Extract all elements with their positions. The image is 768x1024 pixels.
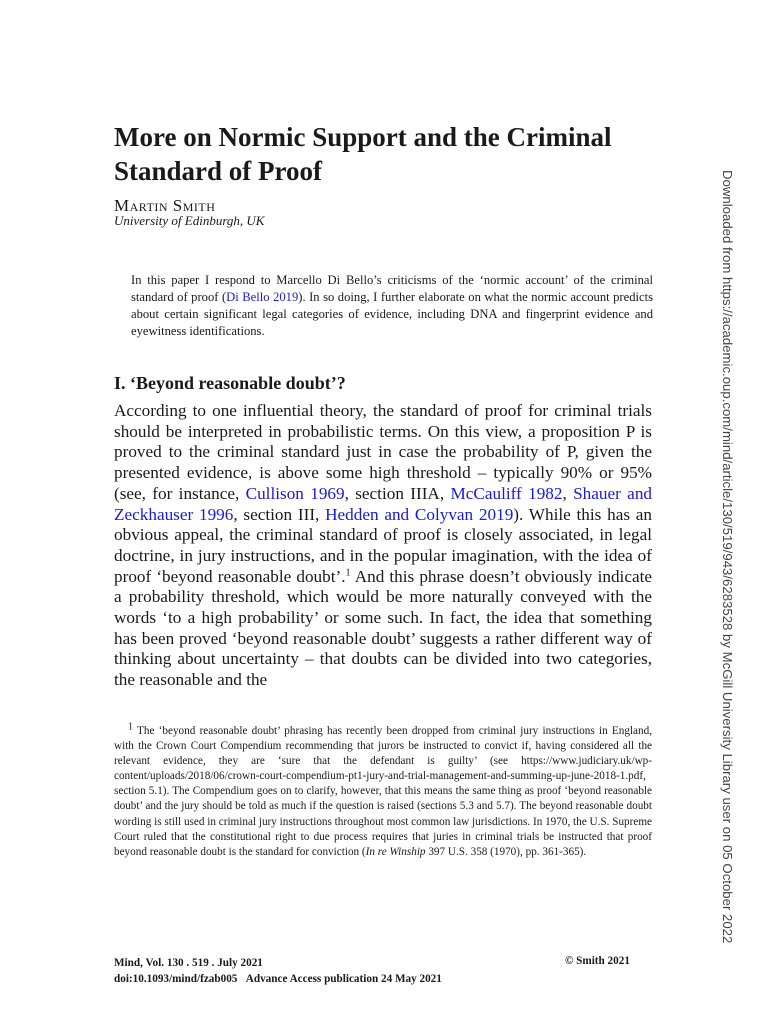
- author-affiliation: University of Edinburgh, UK: [114, 213, 265, 228]
- body-text: , section IIIA,: [344, 483, 451, 503]
- citation-link[interactable]: McCauliff 1982: [450, 483, 563, 503]
- footnote-marker[interactable]: 1: [345, 566, 351, 578]
- section-heading: I. ‘Beyond reasonable doubt’?: [114, 373, 346, 393]
- case-name: In re Winship: [365, 845, 426, 858]
- abstract-text: ). In so doing, I further elaborate on what the normic account predicts about certain significant legal categories of evidence, including DNA and fingerprint evidence and eyewitness identifications.: [131, 290, 653, 338]
- journal-footer: [114, 955, 442, 987]
- footnote-text: 397 U.S. 358 (1970), pp. 361-365).: [425, 845, 587, 858]
- advance-access: Advance Access publication 24 May 2021: [245, 973, 442, 985]
- citation-link[interactable]: Cullison 1969: [245, 483, 345, 503]
- citation-link[interactable]: Shauer and Zeckhauser 1996: [114, 483, 653, 524]
- download-watermark: Downloaded from https://academic.oup.com/mind/article/130/519/943/6283528 by McGill University Library user on 05 October 2022: [720, 170, 735, 944]
- body-paragraph: [114, 401, 652, 691]
- abstract: [131, 272, 653, 340]
- doi: doi:10.1093/mind/fzab005: [114, 973, 238, 985]
- author-name: Martin Smith: [114, 196, 216, 215]
- footnote: [114, 721, 652, 860]
- footnote-number: 1: [128, 721, 133, 733]
- body-text: And this phrase doesn’t obviously indicate a probability threshold, which would be more naturally conveyed with the words ‘to a high probability’ or some such. In fact, the idea that something has been proved ‘beyond reasonable doubt’ suggests a rather different way of thinking about uncertainty – that doubts can be divided into two categories, the reasonable and the: [114, 566, 652, 690]
- copyright: © Smith 2021: [565, 955, 630, 967]
- journal-citation: Mind, Vol. 130 . 519 . July 2021: [114, 957, 263, 969]
- footnote-text: The ‘beyond reasonable doubt’ phrasing has recently been dropped from criminal jury instructions in England, with the Crown Court Compendium recommending that jurors be instructed to convict if, having considered all the relevant evidence, they are ‘sure that the defendant is guilty’ (see https://www.judiciary.uk/wp-content/uploads/2018/06/crown-court-compendium-pt1-jury-and-trial-management-and-summing-up-june-2018-1.pdf, section 5.1). The Compendium goes on to clarify, however, that this means the same thing as proof ‘beyond reasonable doubt’ and the jury should be told as much if the question is raised (sections 5.3 and 5.7). The beyond reasonable doubt wording is still used in criminal jury instructions throughout most common law jurisdictions. In 1970, the U.S. Supreme Court ruled that the constitutional right to due process requires that juries in criminal trials be instructed that proof beyond reasonable doubt is the standard for conviction (: [114, 725, 652, 858]
- body-text: ,: [562, 483, 574, 503]
- citation-link[interactable]: Hedden and Colyvan 2019: [325, 504, 514, 524]
- body-text: , section III,: [233, 504, 326, 524]
- abstract-text: In this paper I respond to Marcello Di Bello’s criticisms of the ‘normic account’ of the criminal standard of proof (: [131, 273, 653, 304]
- doi-line: [114, 971, 442, 987]
- body-text: According to one influential theory, the standard of proof for criminal trials should be interpreted in probabilistic terms. On this view, a proposition P is proved to the criminal standard just in case the probability of P, given the presented evidence, is above some high threshold – typically 90% or 95% (see, for instance,: [114, 401, 652, 503]
- body-text: ). While this has an obvious appeal, the criminal standard of proof is closely associated, in legal doctrine, in jury instructions, and in the popular imagination, with the idea of proof ‘beyond reasonable doubt’.: [114, 504, 653, 586]
- article-title: More on Normic Support and the Criminal Standard of Proof: [114, 122, 612, 186]
- citation-link[interactable]: Di Bello 2019: [226, 290, 299, 304]
